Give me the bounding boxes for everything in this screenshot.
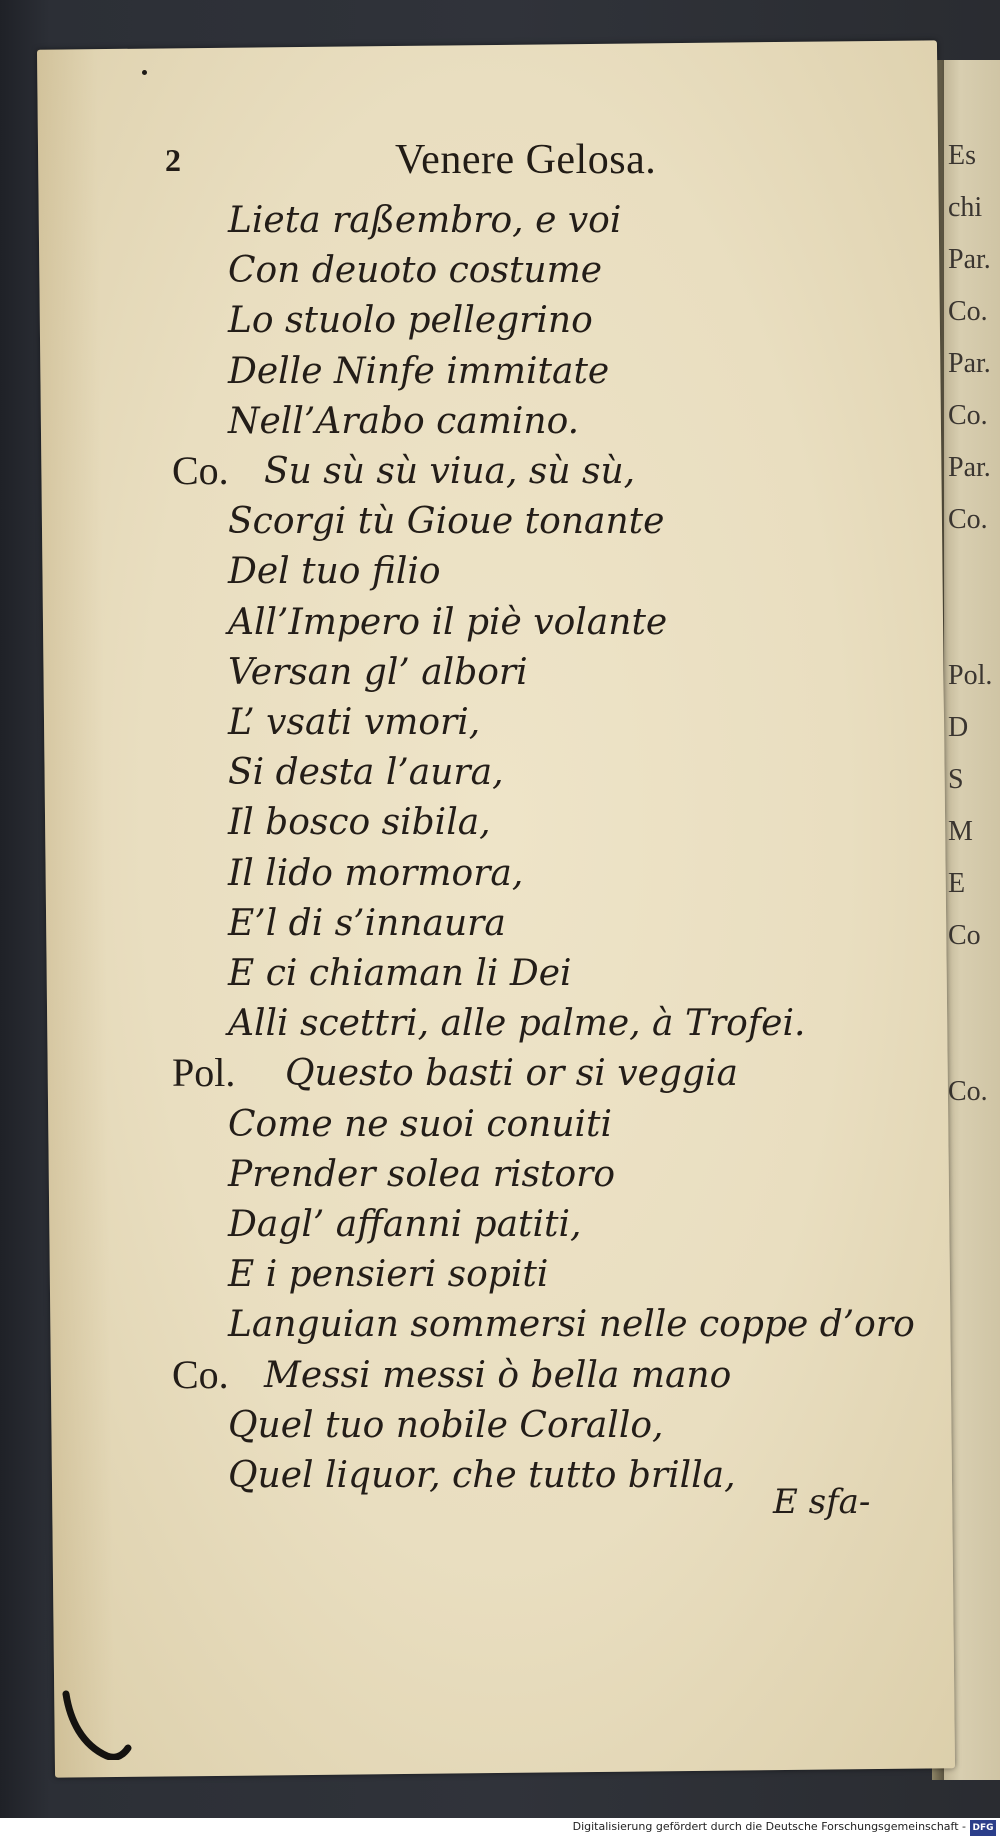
verse-line: Nell’Arabo camino. (228, 401, 580, 442)
page-number: 2 (165, 142, 181, 178)
verse-line: Il bosco sibila, (228, 802, 491, 843)
adjacent-page-fragment: Par. (948, 452, 991, 483)
adjacent-page-fragment: Co. (948, 504, 988, 535)
ink-dot (142, 70, 147, 75)
adjacent-page-fragment: Pol. (948, 660, 993, 691)
verse-line: Languian sommersi nelle coppe d’oro (228, 1304, 915, 1345)
adjacent-page-fragment: S (948, 764, 964, 795)
adjacent-page-fragment: Par. (948, 348, 991, 379)
verse-line: E’l di s’innaura (228, 903, 506, 944)
verse-line: Quel tuo nobile Corallo, (228, 1405, 664, 1446)
verse-line: E i pensieri sopiti (228, 1254, 549, 1295)
adjacent-page-fragment: Co. (948, 400, 988, 431)
verse-line: L’ vsati vmori, (228, 702, 481, 743)
verse-line: Versan gl’ albori (228, 652, 528, 693)
catchword: E sfa- (773, 1482, 871, 1522)
speaker-label: Co. (172, 448, 229, 493)
dfg-logo: DFG (970, 1820, 996, 1836)
verse-line: Del tuo filio (228, 551, 441, 592)
adjacent-page-fragment: M (948, 816, 973, 847)
verse-line: Alli scettri, alle palme, à Trofei. (228, 1003, 806, 1044)
digitization-credit: Digitalisierung gefördert durch die Deutsche Forschungsgemeinschaft - (572, 1820, 966, 1833)
adjacent-page-fragment: E (948, 868, 966, 899)
running-title: Venere Gelosa. (395, 137, 657, 183)
speaker-label: Co. (172, 1352, 229, 1397)
verse-line: E ci chiaman li Dei (228, 953, 572, 994)
verse-line: Con deuoto costume (228, 250, 603, 291)
adjacent-page-fragment: D (948, 712, 969, 743)
verse-line: Come ne suoi conuiti (228, 1104, 613, 1145)
adjacent-page-fragment: chi (948, 192, 983, 223)
verse-line: All’Impero il piè volante (228, 602, 668, 643)
verse-line: Prender solea ristoro (228, 1154, 616, 1195)
verse-line: Lo stuolo pellegrino (228, 300, 593, 341)
page-header (165, 138, 725, 188)
verse-line: Quel liquor, che tutto brilla, (228, 1455, 736, 1496)
ink-stroke-mark (62, 1690, 132, 1760)
verse-line: Su sù sù viua, sù sù, (264, 451, 636, 492)
verse-line: Il lido mormora, (228, 853, 524, 894)
verse-line: Delle Ninfe immitate (228, 351, 610, 392)
adjacent-page-fragment: Co (948, 920, 981, 951)
footer-bar (0, 1818, 1000, 1840)
verse-line: Messi messi ò bella mano (264, 1355, 732, 1396)
verse-line: Scorgi tù Gioue tonante (228, 501, 665, 542)
verse-line: Questo basti or si veggia (285, 1053, 738, 1094)
adjacent-page-fragment: Co. (948, 296, 988, 327)
verse-line: Dagl’ affanni patiti, (228, 1204, 582, 1245)
adjacent-page-fragment: Es (948, 140, 976, 171)
verse-line: Lieta raßembro, e voi (228, 200, 622, 241)
speaker-label: Pol. (172, 1050, 236, 1095)
adjacent-page-fragment: Par. (948, 244, 991, 275)
verse-line: Si desta l’aura, (228, 752, 504, 793)
adjacent-page-fragment: Co. (948, 1076, 988, 1107)
